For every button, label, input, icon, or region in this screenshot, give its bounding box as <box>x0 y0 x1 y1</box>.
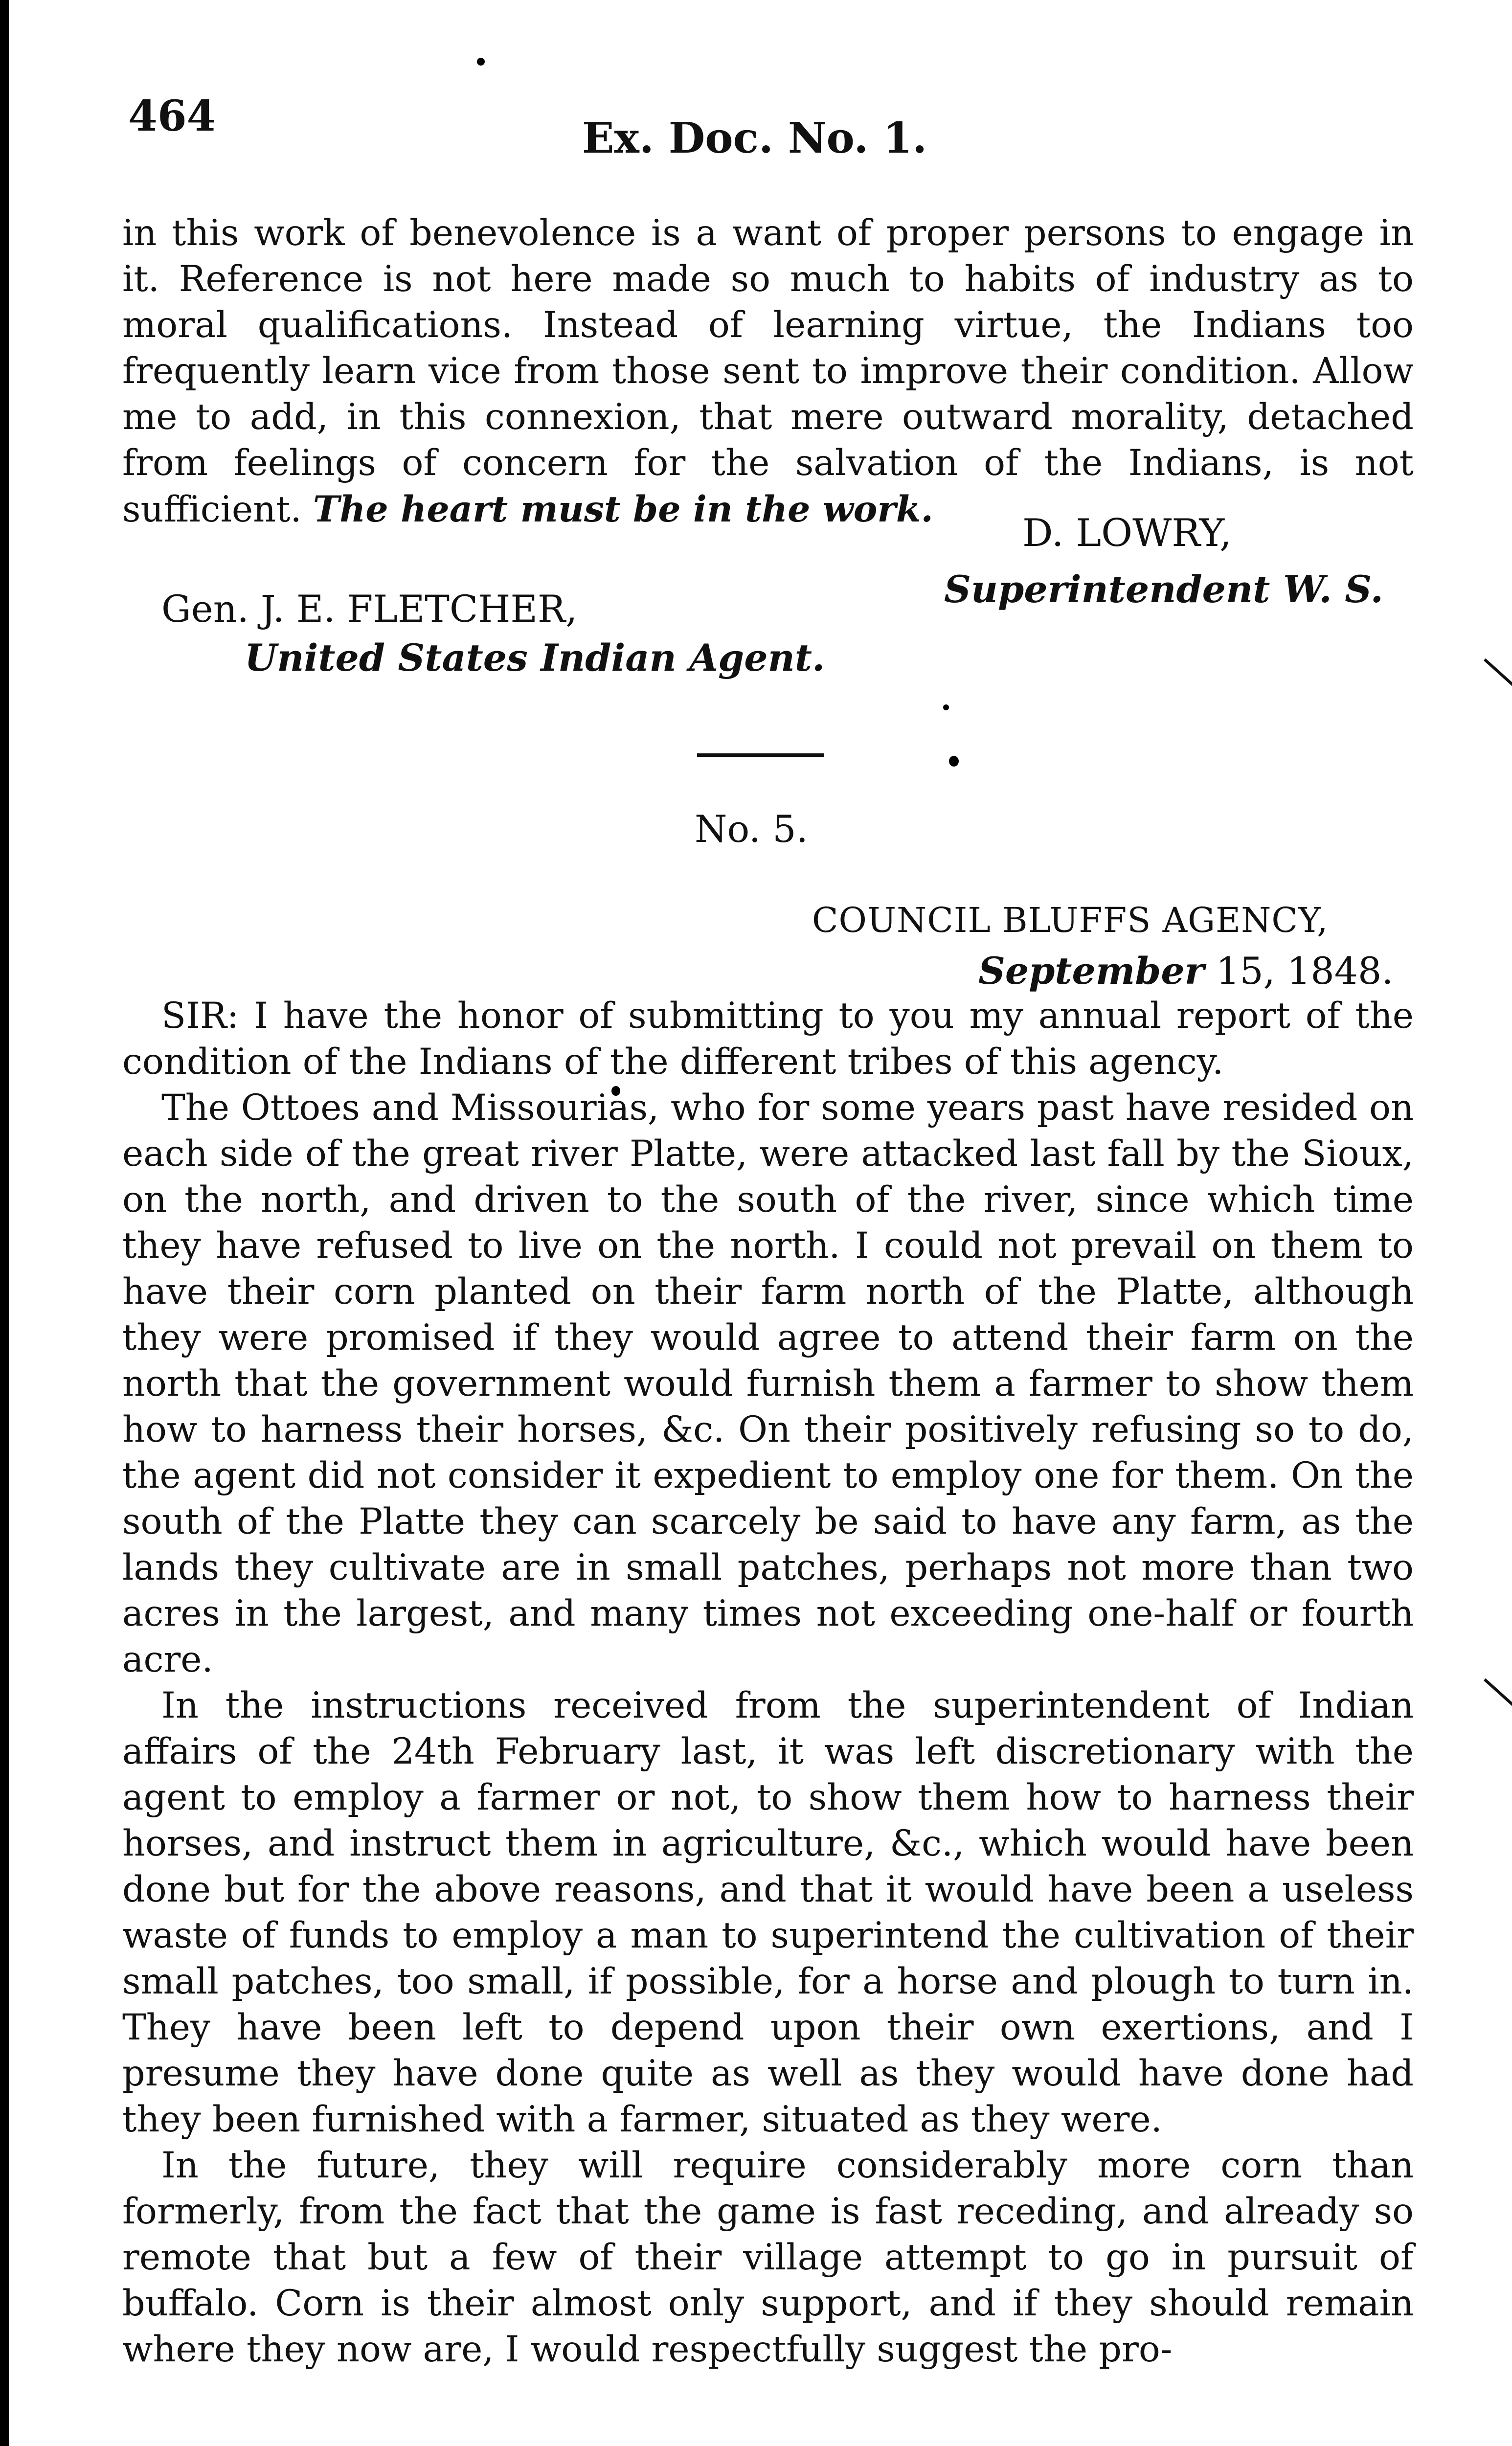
scan-speck <box>943 704 949 710</box>
addressee-name: Gen. J. E. FLETCHER, <box>161 587 578 631</box>
section-divider <box>697 753 824 757</box>
scan-tick-mark <box>1484 658 1512 690</box>
letter-paragraph: In the future, they will require considerably more corn than formerly, from the fact that the game is fast receding, and already so remote that but a few of their village attempt to go in pursuit of buffalo. Corn is their almost only support, and if they should remain where they now are, I would respectfully suggest the pro- <box>122 2145 1414 2370</box>
continuation-text: in this work of benevolence is a want of proper persons to engage in it. Reference is not here made so much to habits of industry as to moral qualifications. Instead of learning virtue, the Indians too frequently learn vice from those sent to improve their condition. Allow me to add, in this connexion, that mere outward morality, detached from feelings of concern for the salvation of the Indians, is not sufficient. <box>122 212 1414 530</box>
letter-paragraph: The Ottoes and Missourias, who for some years past have resided on each side of the great river Platte, were attacked last fall by the Sioux, on the north, and driven to the south of the river, since which time they have refused to live on the north. I could not prevail on them to have their corn planted on their farm north of the Platte, although they were promised if they would agree to attend their farm on the north that the government would furnish them a farmer to show them how to harness their horses, &c. On their positively refusing so to do, the agent did not consider it expedient to employ one for them. On the south of the Platte they can scarcely be said to have any farm, as the lands they cultivate are in small patches, perhaps not more than two acres in the largest, and many times not exceeding one-half or fourth acre. <box>122 1087 1414 1680</box>
scan-left-edge <box>0 0 9 2446</box>
letter-date-month-day: September <box>978 949 1204 993</box>
addressee-title: United States Indian Agent. <box>245 636 825 679</box>
letter-date <box>978 949 1394 993</box>
letter-date-rest: 15, 1848. <box>1216 949 1394 993</box>
continuation-paragraph <box>122 210 1414 533</box>
signature-title: Superintendent W. S. <box>944 567 1383 611</box>
emphasis-text: The heart must be in the work. <box>313 488 933 530</box>
signature-name: D. LOWRY, <box>1022 511 1232 555</box>
page-number: 464 <box>128 91 216 141</box>
scan-tick-mark <box>1484 1678 1512 1710</box>
letter-paragraph: In the instructions received from the superintendent of Indian affairs of the 24th February last, it was left discretionary with the agent to employ a farmer or not, to show them how to harness their horses, and instruct them in agriculture, &c., which would have been done but for the above reasons, and that it would have been a useless waste of funds to employ a man to superintend the cultivation of their small patches, too small, if possible, for a horse and plough to turn in. They have been left to depend upon their own exertions, and I presume they have done quite as well as they would have done had they been furnished with a farmer, situated as they were. <box>122 1685 1414 2140</box>
letter-body <box>122 993 1414 2373</box>
letter-place: COUNCIL BLUFFS AGENCY, <box>812 900 1329 940</box>
section-number: No. 5. <box>695 807 808 851</box>
letter-paragraph: SIR: I have the honor of submitting to you my annual report of the condition of the Indians of the different tribes of this agency. <box>122 995 1414 1083</box>
document-title: Ex. Doc. No. 1. <box>582 113 927 163</box>
scan-speck <box>477 58 485 66</box>
scan-speck <box>949 756 959 767</box>
